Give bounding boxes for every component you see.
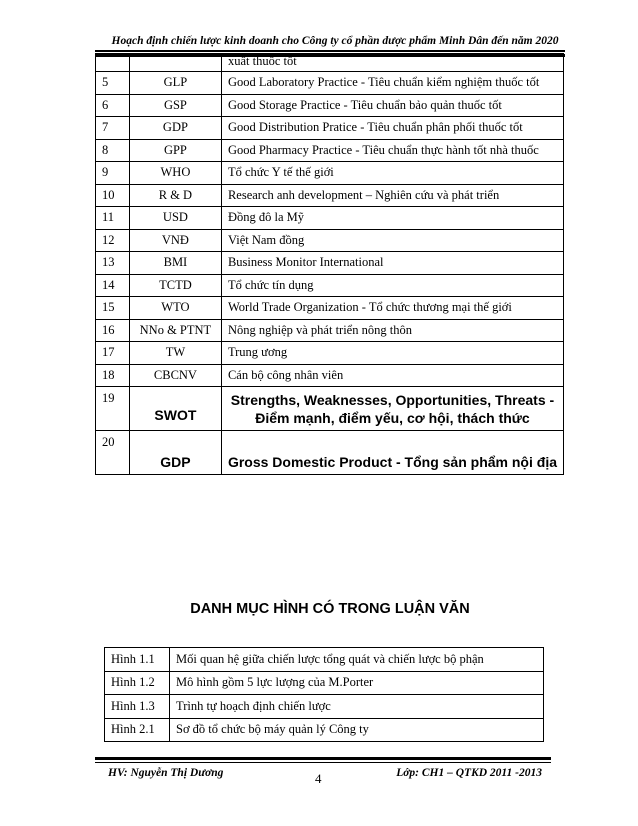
row-meaning-line: Strengths, Weaknesses, Opportunities, Threats - bbox=[230, 391, 555, 408]
row-meaning: Đồng đô la Mỹ bbox=[221, 207, 563, 230]
figure-caption: Trình tự hoạch định chiến lược bbox=[170, 695, 544, 719]
row-meaning: Nông nghiệp và phát triển nông thôn bbox=[221, 319, 563, 342]
table-row bbox=[96, 72, 564, 95]
figure-caption: Sơ đồ tổ chức bộ máy quản lý Công ty bbox=[170, 718, 544, 742]
page-number: 4 bbox=[315, 771, 322, 786]
row-meaning: Good Pharmacy Practice - Tiêu chuẩn thực hành tốt nhà thuốc bbox=[221, 139, 563, 162]
table-row bbox=[96, 184, 564, 207]
table-row bbox=[96, 431, 564, 475]
row-abbreviation: TW bbox=[129, 342, 221, 365]
footer-rule-thin bbox=[95, 762, 551, 763]
row-abbreviation: VNĐ bbox=[129, 229, 221, 252]
row-meaning: Research anh development – Nghiên cứu và phát triển bbox=[221, 184, 563, 207]
figure-label: Hình 1.1 bbox=[105, 648, 170, 672]
row-meaning: Tổ chức Y tế thế giới bbox=[221, 162, 563, 185]
row-abbreviation: TCTD bbox=[129, 274, 221, 297]
table-row bbox=[96, 117, 564, 140]
table-row bbox=[96, 364, 564, 387]
row-number: 14 bbox=[96, 274, 130, 297]
table-row bbox=[96, 207, 564, 230]
table-row bbox=[96, 54, 564, 72]
row-number: 5 bbox=[96, 72, 130, 95]
row-meaning: Cán bộ công nhân viên bbox=[221, 364, 563, 387]
row-number: 12 bbox=[96, 229, 130, 252]
row-meaning bbox=[221, 387, 563, 431]
table-row bbox=[105, 648, 544, 672]
row-meaning: Việt Nam đồng bbox=[221, 229, 563, 252]
row-meaning: Gross Domestic Product - Tổng sản phẩm nội địa bbox=[221, 431, 563, 475]
row-abbreviation: GDP bbox=[129, 117, 221, 140]
row-abbreviation: NNo & PTNT bbox=[129, 319, 221, 342]
row-number: 8 bbox=[96, 139, 130, 162]
abbreviations-table bbox=[95, 53, 564, 475]
figures-table bbox=[104, 647, 544, 742]
figure-label: Hình 2.1 bbox=[105, 718, 170, 742]
table-row bbox=[105, 718, 544, 742]
footer-class: Lớp: CH1 – QTKD 2011 -2013 bbox=[396, 767, 542, 779]
row-abbreviation: USD bbox=[129, 207, 221, 230]
row-abbreviation: SWOT bbox=[129, 387, 221, 431]
running-header: Hoạch định chiến lược kinh doanh cho Công ty cổ phần dược phẩm Minh Dân đến năm 2020 bbox=[111, 35, 559, 47]
table-row bbox=[96, 297, 564, 320]
row-abbreviation: GLP bbox=[129, 72, 221, 95]
row-abbreviation: GDP bbox=[129, 431, 221, 475]
table-row bbox=[96, 252, 564, 275]
table-row bbox=[96, 387, 564, 431]
row-number: 16 bbox=[96, 319, 130, 342]
row-meaning: Good Storage Practice - Tiêu chuẩn bảo quản thuốc tốt bbox=[221, 94, 563, 117]
row-number: 7 bbox=[96, 117, 130, 140]
table-row bbox=[105, 671, 544, 695]
row-meaning: Good Distribution Pratice - Tiêu chuẩn phân phối thuốc tốt bbox=[221, 117, 563, 140]
row-number: 11 bbox=[96, 207, 130, 230]
row-meaning: Good Laboratory Practice - Tiêu chuẩn kiểm nghiệm thuốc tốt bbox=[221, 72, 563, 95]
row-abbreviation: GSP bbox=[129, 94, 221, 117]
row-abbreviation: GPP bbox=[129, 139, 221, 162]
row-number: 9 bbox=[96, 162, 130, 185]
figure-label: Hình 1.2 bbox=[105, 671, 170, 695]
table-row bbox=[105, 695, 544, 719]
table-row bbox=[96, 139, 564, 162]
row-meaning: World Trade Organization - Tổ chức thương mại thế giới bbox=[221, 297, 563, 320]
table-row bbox=[96, 229, 564, 252]
row-meaning: xuất thuốc tốt bbox=[221, 54, 563, 72]
row-abbreviation: WHO bbox=[129, 162, 221, 185]
table-row bbox=[96, 342, 564, 365]
figure-label: Hình 1.3 bbox=[105, 695, 170, 719]
table-row bbox=[96, 274, 564, 297]
figure-caption: Mô hình gồm 5 lực lượng của M.Porter bbox=[170, 671, 544, 695]
row-abbreviation bbox=[129, 54, 221, 72]
row-number: 6 bbox=[96, 94, 130, 117]
figures-section-title: DANH MỤC HÌNH CÓ TRONG LUẬN VĂN bbox=[190, 601, 470, 617]
table-row bbox=[96, 162, 564, 185]
row-meaning: Business Monitor International bbox=[221, 252, 563, 275]
row-number: 13 bbox=[96, 252, 130, 275]
table-row bbox=[96, 94, 564, 117]
footer-author: HV: Nguyễn Thị Dương bbox=[108, 767, 224, 779]
table-row bbox=[96, 319, 564, 342]
footer-rule-thick bbox=[95, 757, 551, 760]
row-abbreviation: R & D bbox=[129, 184, 221, 207]
row-meaning: Trung ương bbox=[221, 342, 563, 365]
header-rule-thin bbox=[95, 50, 565, 52]
row-number: 18 bbox=[96, 364, 130, 387]
row-number: 10 bbox=[96, 184, 130, 207]
row-meaning-line: Điểm mạnh, điểm yếu, cơ hội, thách thức bbox=[255, 409, 530, 426]
row-number: 17 bbox=[96, 342, 130, 365]
row-abbreviation: BMI bbox=[129, 252, 221, 275]
row-abbreviation: CBCNV bbox=[129, 364, 221, 387]
row-abbreviation: WTO bbox=[129, 297, 221, 320]
figure-caption: Mối quan hệ giữa chiến lược tổng quát và chiến lược bộ phận bbox=[170, 648, 544, 672]
row-number bbox=[96, 54, 130, 72]
row-meaning: Tổ chức tín dụng bbox=[221, 274, 563, 297]
row-number: 19 bbox=[96, 387, 130, 431]
row-number: 15 bbox=[96, 297, 130, 320]
row-number: 20 bbox=[96, 431, 130, 475]
